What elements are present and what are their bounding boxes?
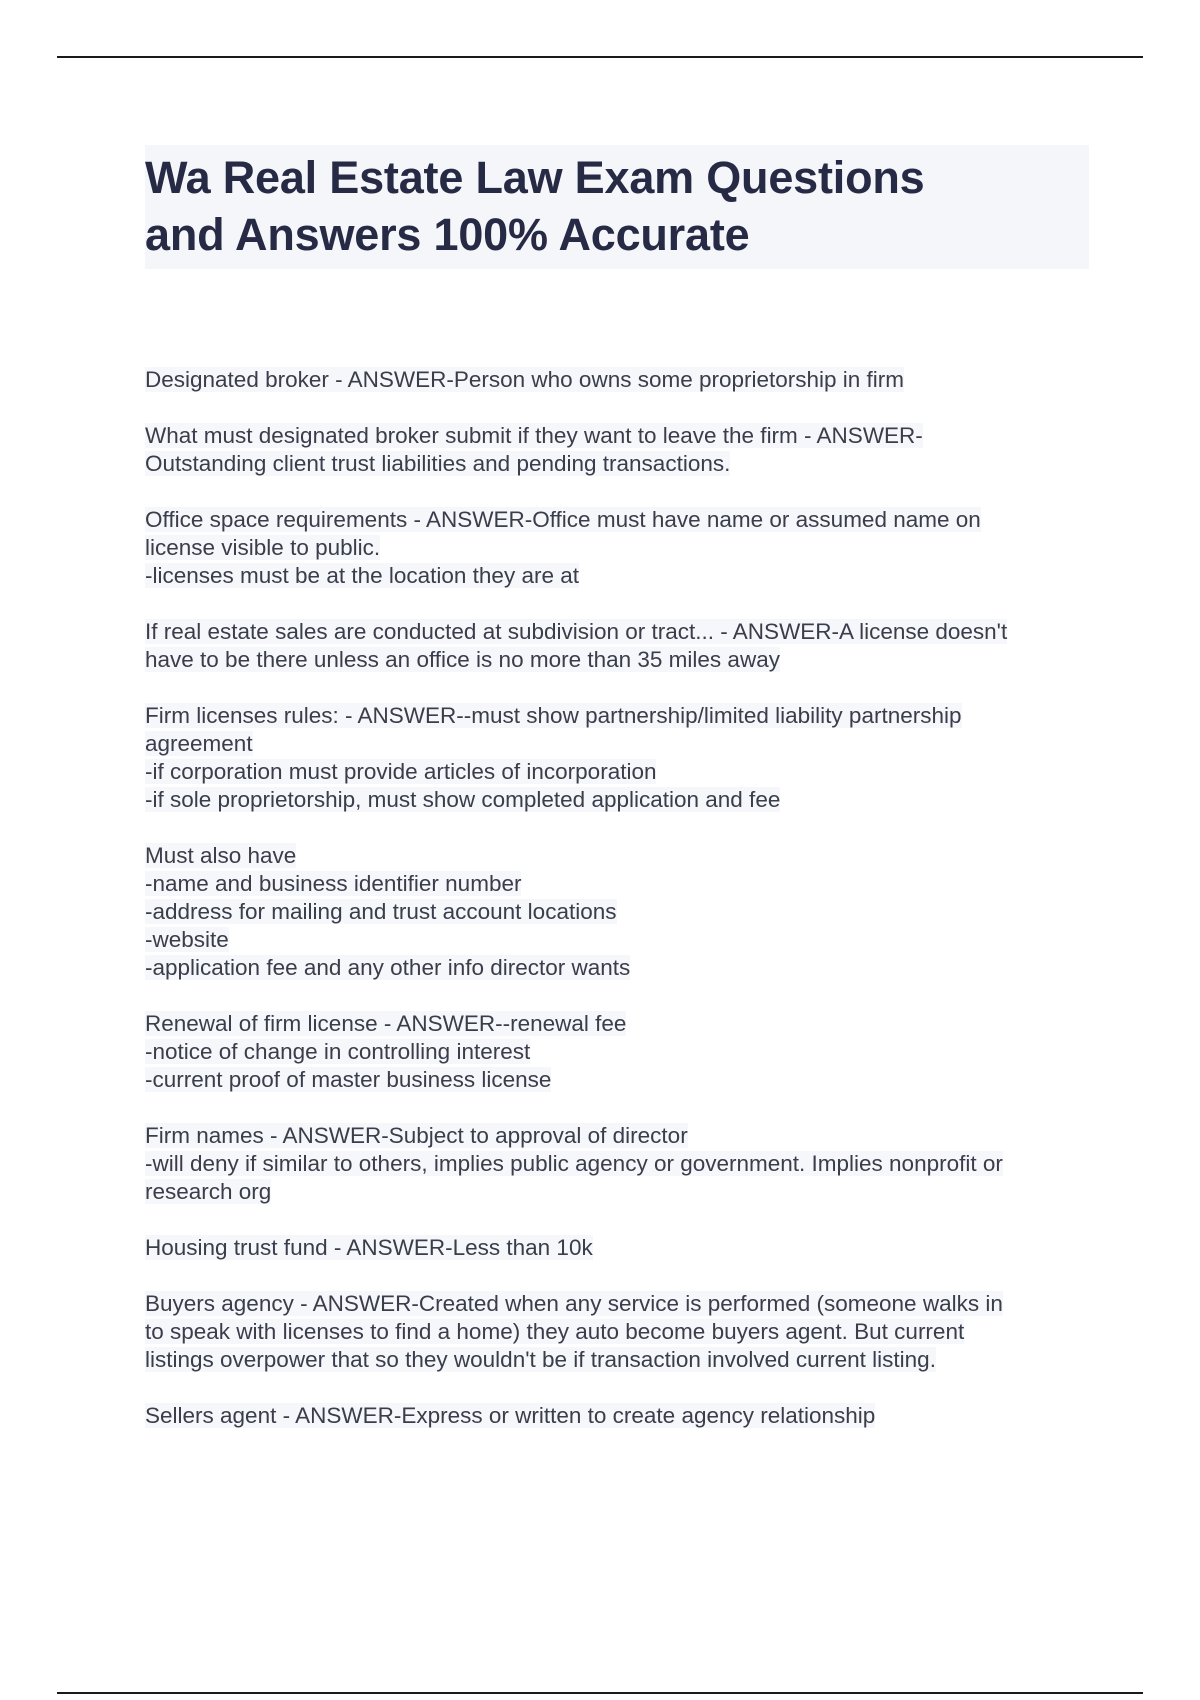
title-block <box>145 145 1089 269</box>
qa-line <box>145 1234 1095 1262</box>
qa-line-text: -if corporation must provide articles of incorporation <box>145 759 657 784</box>
qa-line <box>145 1038 1095 1066</box>
qa-line <box>145 954 1095 982</box>
qa-line-text: listings overpower that so they wouldn't be if transaction involved current listing. <box>145 1347 936 1372</box>
qa-line-text: -if sole proprietorship, must show completed application and fee <box>145 787 781 812</box>
qa-line-text: -will deny if similar to others, implies public agency or government. Implies nonprofit or <box>145 1151 1003 1176</box>
qa-line-text: -current proof of master business license <box>145 1067 552 1092</box>
qa-line <box>145 646 1095 674</box>
qa-line-text: Outstanding client trust liabilities and pending transactions. <box>145 451 731 476</box>
qa-line-text: -licenses must be at the location they are at <box>145 563 579 588</box>
qa-line <box>145 870 1095 898</box>
qa-line-text: Firm licenses rules: - ANSWER--must show partnership/limited liability partnership <box>145 703 962 728</box>
qa-line-text: Buyers agency - ANSWER-Created when any service is performed (someone walks in <box>145 1291 1003 1316</box>
qa-line <box>145 786 1095 814</box>
qa-line <box>145 730 1095 758</box>
qa-line <box>145 534 1095 562</box>
qa-line-text: If real estate sales are conducted at subdivision or tract... - ANSWER-A license doesn't <box>145 619 1008 644</box>
qa-line-text: Designated broker - ANSWER-Person who owns some proprietorship in firm <box>145 367 905 392</box>
qa-line <box>145 702 1095 730</box>
qa-line <box>145 1402 1095 1430</box>
qa-entry <box>145 842 1095 982</box>
qa-entry <box>145 1010 1095 1094</box>
qa-line-text: -name and business identifier number <box>145 871 522 896</box>
qa-line <box>145 1150 1095 1178</box>
qa-list <box>145 366 1095 1458</box>
qa-line <box>145 450 1095 478</box>
qa-entry <box>145 1402 1095 1430</box>
qa-entry <box>145 1122 1095 1206</box>
qa-line-text: Must also have <box>145 843 297 868</box>
qa-line <box>145 1290 1095 1318</box>
qa-line-text: license visible to public. <box>145 535 381 560</box>
qa-entry <box>145 618 1095 674</box>
qa-line <box>145 506 1095 534</box>
bottom-rule <box>57 1692 1143 1694</box>
qa-line <box>145 366 1095 394</box>
qa-line <box>145 1010 1095 1038</box>
qa-line <box>145 1122 1095 1150</box>
qa-line <box>145 842 1095 870</box>
qa-line-text: Office space requirements - ANSWER-Office must have name or assumed name on <box>145 507 981 532</box>
title-line-2: and Answers 100% Accurate <box>145 209 750 260</box>
qa-line <box>145 422 1095 450</box>
qa-line-text: -address for mailing and trust account locations <box>145 899 617 924</box>
document-title <box>145 149 1089 263</box>
qa-line-text: have to be there unless an office is no more than 35 miles away <box>145 647 780 672</box>
qa-line-text: research org <box>145 1179 272 1204</box>
qa-line-text: agreement <box>145 731 253 756</box>
qa-line <box>145 1178 1095 1206</box>
qa-line-text: Sellers agent - ANSWER-Express or written to create agency relationship <box>145 1403 876 1428</box>
qa-entry <box>145 366 1095 394</box>
qa-entry <box>145 506 1095 590</box>
qa-line <box>145 758 1095 786</box>
qa-line-text: What must designated broker submit if they want to leave the firm - ANSWER- <box>145 423 923 448</box>
qa-entry <box>145 702 1095 814</box>
qa-line <box>145 562 1095 590</box>
qa-entry <box>145 1234 1095 1262</box>
qa-line-text: Renewal of firm license - ANSWER--renewal fee <box>145 1011 627 1036</box>
top-rule <box>57 56 1143 58</box>
qa-line-text: -notice of change in controlling interest <box>145 1039 531 1064</box>
qa-entry <box>145 1290 1095 1374</box>
qa-entry <box>145 422 1095 478</box>
qa-line-text: Firm names - ANSWER-Subject to approval of director <box>145 1123 688 1148</box>
qa-line <box>145 898 1095 926</box>
qa-line-text: to speak with licenses to find a home) they auto become buyers agent. But current <box>145 1319 965 1344</box>
qa-line-text: -application fee and any other info director wants <box>145 955 631 980</box>
qa-line <box>145 1066 1095 1094</box>
qa-line-text: Housing trust fund - ANSWER-Less than 10k <box>145 1235 593 1260</box>
qa-line <box>145 926 1095 954</box>
qa-line <box>145 1346 1095 1374</box>
qa-line <box>145 1318 1095 1346</box>
qa-line <box>145 618 1095 646</box>
qa-line-text: -website <box>145 927 229 952</box>
title-line-1: Wa Real Estate Law Exam Questions <box>145 152 925 203</box>
